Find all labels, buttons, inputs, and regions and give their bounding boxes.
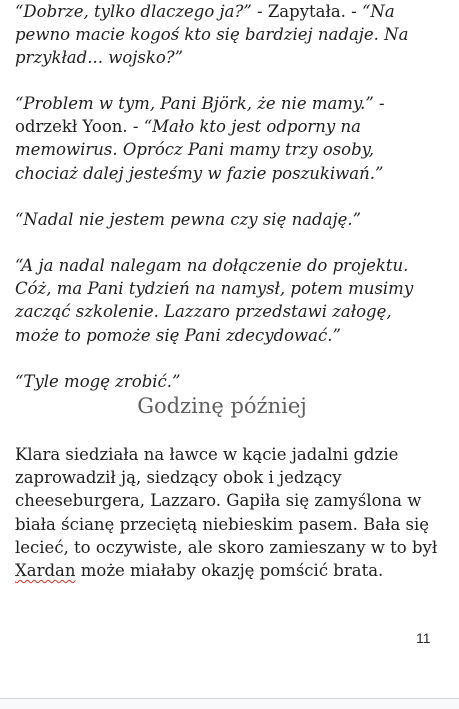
dialogue-quote: “Dobrze, tylko dlaczego ja?” [15,2,252,21]
dialogue-paragraph-5 [15,370,440,393]
dialogue-attribution: - Zapytała. - [251,2,362,21]
dialogue-quote: “Tyle mogę zrobić.” [15,372,181,391]
dialogue-attribution: - odrzekł Yoon. - [15,94,385,137]
section-heading: Godzinę później [137,394,307,418]
dialogue-paragraph-3 [15,208,440,231]
narrative-text: może miałaby okazję pomścić brata. [75,561,384,581]
page-number: 11 [416,630,431,646]
dialogue-quote: “Mało kto jest odporny na memowirus. Oprócz Pani mamy trzy osoby, chociaż dalej jesteśmy w fazie poszukiwań.” [15,117,384,183]
dialogue-quote: “Problem w tym, Pani Björk, że nie mamy.” [15,94,374,113]
spellcheck-flagged-word[interactable]: Xardan [15,561,76,581]
page-bottom-edge [0,698,459,709]
narrative-paragraph [15,443,440,582]
dialogue-paragraph-2 [15,92,440,185]
dialogue-quote: “A ja nadal nalegam na dołączenie do projektu. Cóż, ma Pani tydzień na namysł, potem musimy zacząć szkolenie. Lazzaro przedstawi załogę, może to pomoże się Pani zdecydować.” [15,256,414,345]
dialogue-paragraph-1 [15,0,440,70]
dialogue-quote: “Na pewno macie kogoś kto się bardziej nadaje. Na przykład... wojsko?” [15,2,409,68]
dialogue-paragraph-4 [15,254,440,347]
dialogue-quote: “Nadal nie jestem pewna czy się nadaję.” [15,210,362,229]
narrative-text: Klara siedziała na ławce w kącie jadalni gdzie zaprowadził ją, siedzący obok i jedzący cheeseburgera, Lazzaro. Gapiła się zamyślona w biała ścianę przeciętą niebieskim pasem. Bała się lecieć, to oczywiste, ale skoro zamieszany w to był [15,445,438,557]
